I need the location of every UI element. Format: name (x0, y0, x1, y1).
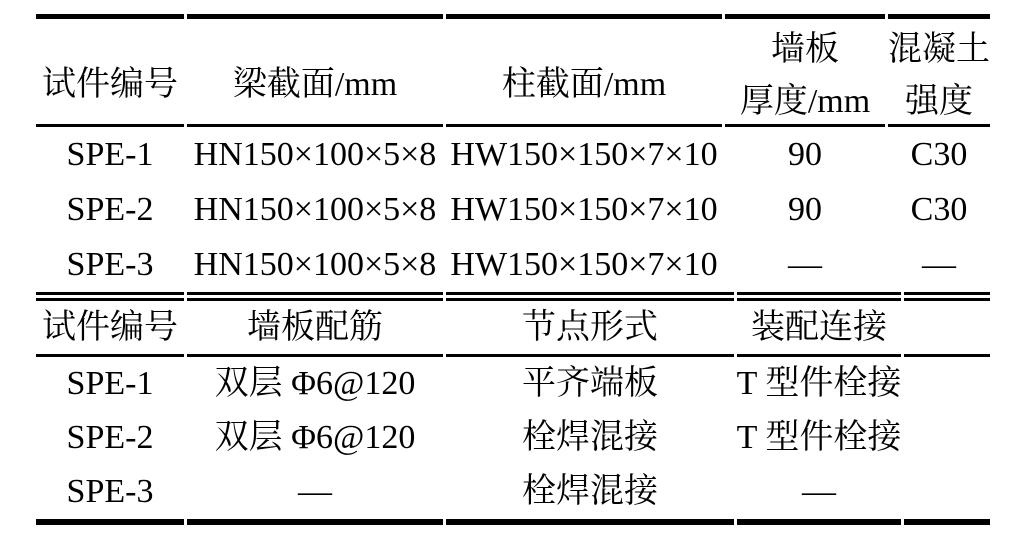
header-cell-concrete-strength (888, 14, 990, 127)
table-row-spe3 (36, 237, 990, 292)
header-cell-wall-reinforcement: 墙板配筋 (187, 292, 443, 357)
table-cell-wall-thickness: 90 (788, 190, 822, 228)
header-text: 梁截面/mm (232, 66, 398, 104)
table-cell-specimen-id: SPE-2 (66, 190, 154, 228)
table-cell-beam-section: HN150×100×5×8 (193, 135, 437, 173)
header-cell-assembly-connection: 装配连接 (737, 292, 901, 357)
table-cell-wall-reinforcement: — (187, 465, 443, 525)
table-cell-assembly-connection: T 型件栓接 (736, 419, 902, 457)
header-cell-empty (904, 292, 990, 357)
table-cell-assembly-connection: T 型件栓接 (736, 365, 902, 403)
table-row-spe2 (36, 182, 990, 237)
table-cell-beam-section: HN150×100×5×8 (193, 245, 437, 283)
table-row-spe1 (36, 127, 990, 182)
table-cell-assembly-connection: — (737, 465, 901, 525)
header-text-line2: 厚度/mm (739, 82, 871, 120)
table-cell-specimen-id: SPE-2 (66, 419, 154, 457)
table-cell-concrete-strength: — (922, 245, 956, 283)
table-cell-wall-reinforcement: 双层 Φ6@120 (214, 365, 416, 403)
part2-header-row (36, 292, 990, 357)
header-cell-specimen-id (36, 14, 184, 127)
table-cell-concrete-strength: C30 (910, 190, 968, 228)
header-cell-column-section (446, 14, 722, 127)
table-cell-column-section: HW150×150×7×10 (450, 135, 718, 173)
table-row-spe1 (36, 357, 990, 411)
table-cell-joint-type: 栓焊混接 (522, 419, 658, 457)
table-cell-empty (904, 357, 990, 411)
header-cell-wall-thickness (725, 14, 885, 127)
table-row-spe3 (36, 465, 990, 525)
header-cell-beam-section (187, 14, 443, 127)
header-text-line1: 混凝土 (888, 30, 990, 68)
specimen-parameters-table (36, 14, 990, 525)
part1-header-row (36, 14, 990, 127)
table-cell-specimen-id: SPE-1 (66, 135, 154, 173)
table-cell-specimen-id: SPE-3 (36, 465, 184, 525)
table-cell-empty (904, 411, 990, 465)
table-cell-specimen-id: SPE-1 (66, 365, 154, 403)
table-cell-concrete-strength: C30 (910, 135, 968, 173)
table-cell-joint-type: 平齐端板 (522, 365, 658, 403)
header-cell-joint-type: 节点形式 (446, 292, 734, 357)
header-cell-specimen-id: 试件编号 (36, 292, 184, 357)
table-cell-specimen-id: SPE-3 (66, 245, 154, 283)
header-text: 柱截面/mm (501, 66, 667, 104)
table-cell-wall-reinforcement: 双层 Φ6@120 (214, 419, 416, 457)
table-cell-beam-section: HN150×100×5×8 (193, 190, 437, 228)
table-cell-column-section: HW150×150×7×10 (450, 190, 718, 228)
table-cell-joint-type: 栓焊混接 (446, 465, 734, 525)
header-text-line2: 强度 (905, 82, 973, 120)
header-text-line1: 墙板 (771, 30, 839, 68)
header-text: 试件编号 (42, 66, 178, 104)
table-row-spe2 (36, 411, 990, 465)
table-cell-empty (904, 465, 990, 525)
table-cell-wall-thickness: — (788, 245, 822, 283)
table-cell-wall-thickness: 90 (788, 135, 822, 173)
table-cell-column-section: HW150×150×7×10 (450, 245, 718, 283)
